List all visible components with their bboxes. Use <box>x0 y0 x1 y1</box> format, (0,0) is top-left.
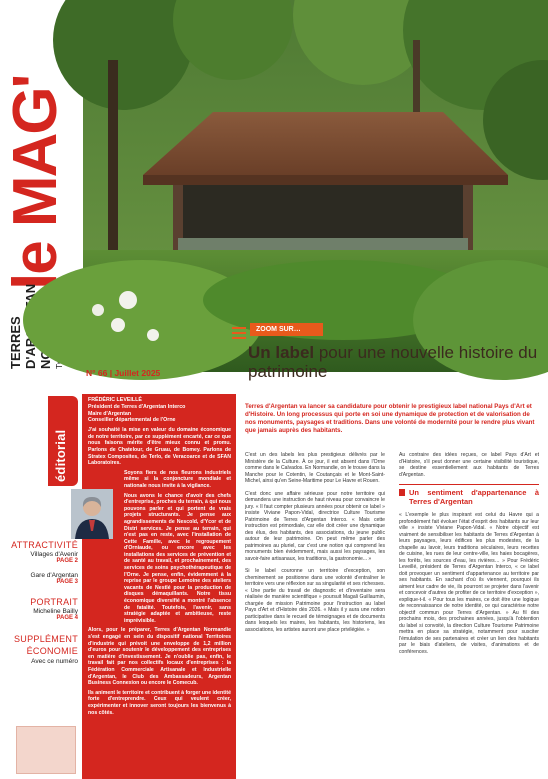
article-paragraph: C'est donc une affaire sérieuse pour notre territoire qui demandera une instruction de haut niveau pour convaincre le jury. « Il faut compter plusieurs années pour obtenir ce label » insiste Viviane Papon-Vidal, directrice Culture Tourisme Patrimoine de Terres d'Argentan Interco. « Mais cette instruction est primordiale, car elle doit créer une dynamique des élus, des habitants, des associations, du jeune public autour de leur patrimoine. On peut même parler des patrimoines au pluriel, car c'est une notion qui comprend les monuments bien évidemment, mais aussi les paysages, les savoir-faire artisanaux, les traditions, la gastronomie... » <box>245 490 385 562</box>
toc-heading: PORTRAIT <box>30 597 78 607</box>
zoom-block <box>232 323 548 393</box>
article-paragraph: C'est un des labels les plus prestigieux délivrés par le Ministère de la Culture. À ce jour, il est absent dans l'Orne comme dans le Calvados. En Normandie, on le trouve dans la Manche pour le Cotentin, le Coutançais et le Mont-Saint-Michel, ainsi qu'en Seine-Maritime pour Le Havre et Rouen. <box>245 452 385 484</box>
toc-page: PAGE 2 <box>56 558 78 564</box>
article-lede: Terres d'Argentan va lancer sa candidature pour obtenir le prestigieux label national Pays d'Art et d'Histoire. Un long processus qui porte en soi une dynamique de protection et de valorisation de nos monuments, paysages et traditions. Dans une volonté de modernité pour le rendre plus vivant que jamais auprès des habitants. <box>245 403 535 434</box>
article-column-1 <box>245 452 385 639</box>
editorial-paragraph: Nous avons le chance d'avoir des chefs d'entreprise, proches du terrain, à qui nous pouvons parler et qui portent de vrais projets structurants. Je pense aux agrandissements de Nescold, d'Ycor et de Distri services. Je pense au terrain, qui n'est pas en reste, avec l'installation de Cette Famille, avec le regroupement d'Orniaude, ou encore avec les installations des services de prévention et de santé au travail, et prochainement, des services de soins psychothérapeutique de l'Orne. Je pense, enfin, évidemment à la reprise par le groupe Lemoine des ateliers vacants de Nestlé pour la production de disques démaquillants. Notre tissu économique diversifié a montré l'absence de fatalité. Toutefois, l'avenir, sans stratégie adaptée et ambitieuse, reste imprévisible. <box>124 492 231 624</box>
toc-heading: SUPPLÉMENT ÉCONOMIE <box>13 634 78 656</box>
toc-subject: Villages d'Avenir <box>30 551 78 558</box>
article-column-2 <box>399 452 539 661</box>
article-paragraph: « L'exemple le plus inspirant est celui du Havre qui a profondément fait évoluer l'état d'esprit des habitants sur leur ville » insiste Viviane Papon-Vidal. « Notre objectif est vraiment de sensibiliser les habitants de Terres d'Argentan à leurs paysages, leurs édifices les plus modestes, de la chapelle au lavoir, leurs traditions séculaires, leurs recettes de cuisine, les rues de leur centre-ville, les haies bocagères, les forêts, les sources d'eau, les rivières… » Pour Frédéric Leveillé, président de Terres d'Argentan Interco, « ce label doit provoquer un sentiment d'appartenance au territoire par ses habitants. En sachant d'où ils viennent, pourquoi ils aiment leur cadre de vie, ils pourront se projeter dans l'avenir et concevoir d'autres de profiter de ce territoire d'exception », explique-t-il. « Pour tous les maires, ce doit être une logique de reconnaissance de notre identité, ce qui caractérise notre objectif commun pour Terres d'Argentan. » Au fil des prochains mois, des prochaines années, jusqu'à l'obtention du label si convoité, la direction Culture Tourisme Patrimoine mettra en place sa stratégie, notamment pour susciter l'émulation de ses partenaires et créer un lien des habitants par le biais d'ateliers, de visites, d'animations et de conférences. <box>399 512 539 655</box>
toc-item[interactable] <box>0 540 78 564</box>
editorial-paragraph: J'ai souhaité la mise en valeur du domaine économique de notre territoire, par ce supplément encarté, car ce que nous faisons mérite d'être mieux connu et promu. Parlons de Chatelour, de Gruau, de Bomey. Parlons de Stratex Composites, de Terlo, de Veracoarce et de SFAN Laboratoires. <box>88 427 231 467</box>
article-subheading: Un sentiment d'appartenance à Terres d'Argentan <box>399 484 539 506</box>
author-role: Conseiller départemental de l'Orne <box>88 417 176 424</box>
editorial-paragraph: Ils animent le territoire et contribuent à forger une identité forte d'entreprendre. Ceux qui veulent créer, expérimenter et innover seront toujours les bienvenus à nos côtés. <box>88 689 231 716</box>
toc-page: PAGE 3 <box>56 579 78 585</box>
editorial-paragraph: Alors, pour le préparer, Terres d'Argentan Normandie s'est engagé en sein du dispositif national Territoires d'industrie qui prévoit une enveloppe de 1,2 million d'euros pour soutenir le développement des entreprises en matière d'investissement. Je n'oublie pas, enfin, le travail fait par nos collectifs locaux d'entreprises : la Fédération Commerciale Artisanale et Industrielle d'Argentan, le Club des Ambassadeurs, Argentan Business Connexion ou encore le Comecub. <box>88 627 231 687</box>
toc-item[interactable] <box>0 633 78 665</box>
toc-subject: Avec ce numéro <box>31 658 78 665</box>
toc-item[interactable] <box>0 572 78 585</box>
article-paragraph: Si le label couronne un territoire d'exception, son cheminement se positionne dans une volonté d'entraîner le territoire vers une réflexion sur sa singularité et ses richesses. « Une partie du travail de diagnostic et d'inventaire sera réalisée de manière scientifique » poursuit Magali Guillaumin, chargée de mission Patrimoine pour l'instruction au label Pays d'Art et d'Histoire dès 2026. « Mais il y aura une notion participative dans le recueil de témoignages et de documents dans lesquels les maires, les habitants, les historiens, les associations, les artistes auront une place privilégiée. » <box>245 568 385 633</box>
toc-page: PAGE 4 <box>56 615 78 621</box>
hero-photo <box>83 0 548 372</box>
toc-item[interactable] <box>0 597 78 621</box>
author-role: Président de Terres d'Argentan Interco <box>88 403 186 410</box>
author-name: FRÉDÉRIC LEVEILLÉ <box>88 397 142 403</box>
article-title <box>248 343 548 381</box>
author-portrait <box>71 489 113 539</box>
masthead-title-line1: TERRES <box>8 316 23 369</box>
toc-subject: Micheline Bailly <box>33 608 78 615</box>
issue-number: N° 66 | Juillet 2025 <box>86 368 161 378</box>
article-title-highlight: Un label <box>248 343 315 362</box>
table-of-contents <box>0 540 80 665</box>
supplement-cover-thumbnail[interactable] <box>16 726 76 774</box>
toc-heading: ATTRACTIVITÉ <box>11 540 78 550</box>
article-paragraph: Au contraire des idées reçues, ce label Pays d'Art et d'Histoire, s'il peut donner une certaine visibilité touristique, se destine essentiellement aux habitants de Terres d'Argentan. <box>399 452 539 478</box>
editorial-text <box>82 394 236 779</box>
logo-text: le MAG' <box>1 75 70 290</box>
editorial-band <box>48 396 78 486</box>
zoom-tag: ZOOM SUR… <box>250 323 323 336</box>
lavoir-photo <box>83 0 548 372</box>
author-role: Maire d'Argentan <box>88 410 132 417</box>
article-title-rest: pour une nouvelle histoire du patrimoine <box>248 343 538 381</box>
editorial-label: éditorial <box>53 429 68 482</box>
toc-subject: Gare d'Argentan <box>30 572 78 579</box>
editorial-author <box>88 397 231 424</box>
editorial-paragraph: Soyons fiers de nos fleurons industriels même si la conjoncture mondiale et nationale nous invite à la vigilance. <box>124 469 231 489</box>
